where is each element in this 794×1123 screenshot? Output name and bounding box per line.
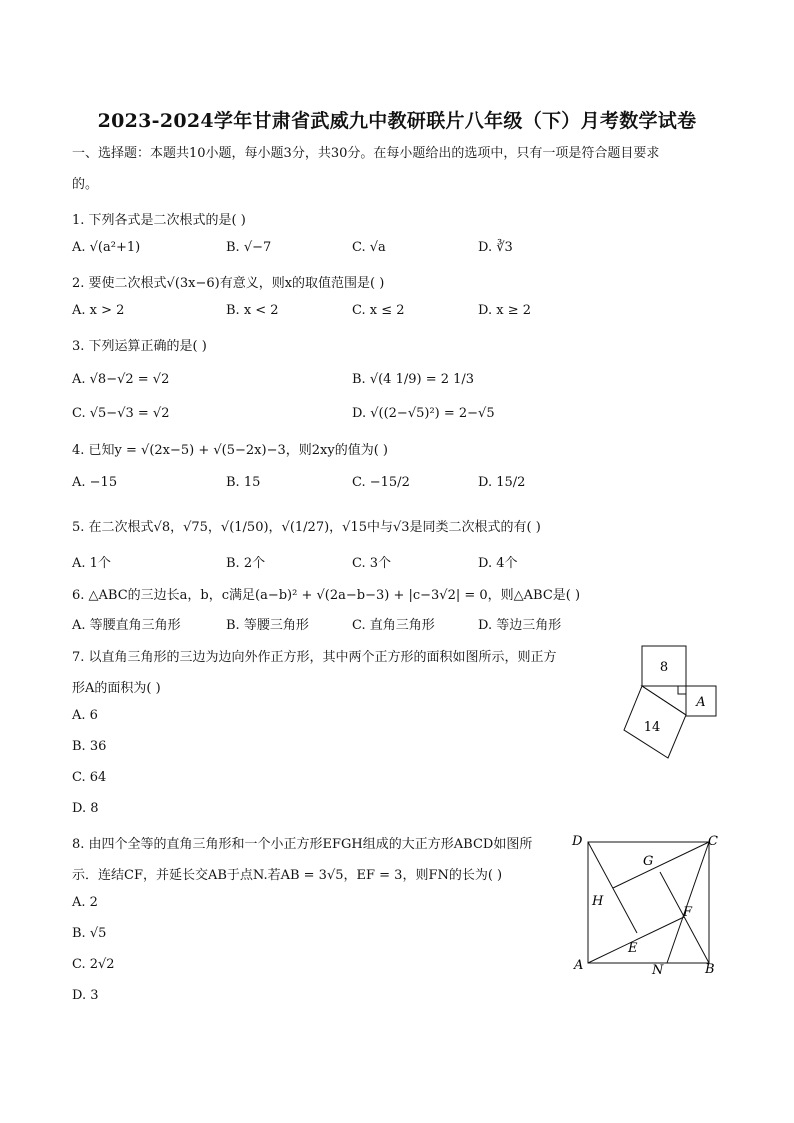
question-1-option-b[interactable]: B. √−7 (226, 240, 272, 255)
question-7-stem-line2: 形A的面积为( ) (72, 681, 161, 696)
question-6-option-d[interactable]: D. 等边三角形 (478, 618, 562, 633)
question-5-option-c[interactable]: C. 3个 (352, 556, 392, 571)
question-7-figure (606, 640, 726, 766)
question-4-stem: 4. 已知y = √(2x−5) + √(5−2x)−3，则2xy的值为( ) (72, 443, 388, 458)
question-5-option-a[interactable]: A. 1个 (72, 556, 111, 571)
label-e: E (628, 941, 638, 956)
question-5-option-d[interactable]: D. 4个 (478, 556, 518, 571)
segment-cg (613, 842, 709, 888)
question-6-option-b[interactable]: B. 等腰三角形 (226, 618, 309, 633)
question-8-figure (566, 828, 726, 980)
label-a: A (574, 958, 584, 973)
right-angle-mark (678, 686, 686, 694)
label-d: D (572, 834, 583, 849)
question-8-stem-line1: 8. 由四个全等的直角三角形和一个小正方形EFGH组成的大正方形ABCD如图所 (72, 837, 533, 852)
question-8-option-a[interactable]: A. 2 (72, 895, 98, 910)
label-f: F (683, 905, 693, 920)
question-3-option-d[interactable]: D. √((2−√5)²) = 2−√5 (352, 406, 495, 421)
question-6-stem: 6. △ABC的三边长a，b，c满足(a−b)² + √(2a−b−3) + |c−3√2| = 0，则△ABC是( ) (72, 588, 581, 603)
question-3-stem: 3. 下列运算正确的是( ) (72, 339, 207, 354)
question-4-option-d[interactable]: D. 15/2 (478, 475, 526, 490)
question-3-option-b[interactable]: B. √(4 1/9) = 2 1/3 (352, 372, 475, 387)
question-1-option-a[interactable]: A. √(a²+1) (72, 240, 141, 255)
segment-cn (667, 842, 709, 963)
question-7-option-b[interactable]: B. 36 (72, 739, 107, 754)
question-7-stem-line1: 7. 以直角三角形的三边为边向外作正方形，其中两个正方形的面积如图所示，则正方 (72, 650, 557, 665)
page-title: 2023-2024学年甘肃省武威九中教研联片八年级（下）月考数学试卷 (97, 110, 697, 132)
right-square-label: A (696, 695, 706, 710)
bottom-square-label: 14 (643, 720, 661, 735)
question-8-option-b[interactable]: B. √5 (72, 926, 107, 941)
question-1-option-c[interactable]: C. √a (352, 240, 386, 255)
label-c: C (708, 834, 718, 849)
label-g: G (643, 854, 654, 869)
question-7-option-d[interactable]: D. 8 (72, 801, 99, 816)
question-2-option-b[interactable]: B. x < 2 (226, 303, 279, 318)
question-2-stem: 2. 要使二次根式√(3x−6)有意义，则x的取值范围是( ) (72, 276, 385, 291)
label-h: H (592, 894, 604, 909)
question-6-option-a[interactable]: A. 等腰直角三角形 (72, 618, 181, 633)
question-2-option-d[interactable]: D. x ≥ 2 (478, 303, 531, 318)
question-8-option-d[interactable]: D. 3 (72, 988, 99, 1003)
section-heading-line2: 的。 (72, 177, 99, 192)
label-n: N (652, 963, 664, 978)
question-5-option-b[interactable]: B. 2个 (226, 556, 266, 571)
question-4-option-c[interactable]: C. −15/2 (352, 475, 410, 490)
question-8-option-c[interactable]: C. 2√2 (72, 957, 115, 972)
question-3-option-c[interactable]: C. √5−√3 = √2 (72, 406, 170, 421)
question-5-stem: 5. 在二次根式√8，√75，√(1/50)，√(1/27)，√15中与√3是同类二次根式的有( ) (72, 520, 541, 535)
question-4-option-b[interactable]: B. 15 (226, 475, 261, 490)
segment-dh (588, 842, 637, 933)
question-8-stem-line2: 示．连结CF，并延长交AB于点N.若AB = 3√5，EF = 3，则FN的长为( ) (72, 868, 503, 883)
label-b: B (705, 962, 715, 977)
question-4-option-a[interactable]: A. −15 (72, 475, 118, 490)
section-heading-line1: 一、选择题：本题共10小题，每小题3分，共30分。在每小题给出的选项中，只有一项是符合题目要求 (72, 146, 660, 161)
question-6-option-c[interactable]: C. 直角三角形 (352, 618, 435, 633)
question-7-option-a[interactable]: A. 6 (72, 708, 98, 723)
question-2-option-c[interactable]: C. x ≤ 2 (352, 303, 405, 318)
top-square-label: 8 (659, 660, 669, 675)
question-1-option-d[interactable]: D. ∛3 (478, 240, 513, 255)
question-3-option-a[interactable]: A. √8−√2 = √2 (72, 372, 170, 387)
question-2-option-a[interactable]: A. x > 2 (72, 303, 125, 318)
question-7-option-c[interactable]: C. 64 (72, 770, 107, 785)
question-1-stem: 1. 下列各式是二次根式的是( ) (72, 213, 246, 228)
